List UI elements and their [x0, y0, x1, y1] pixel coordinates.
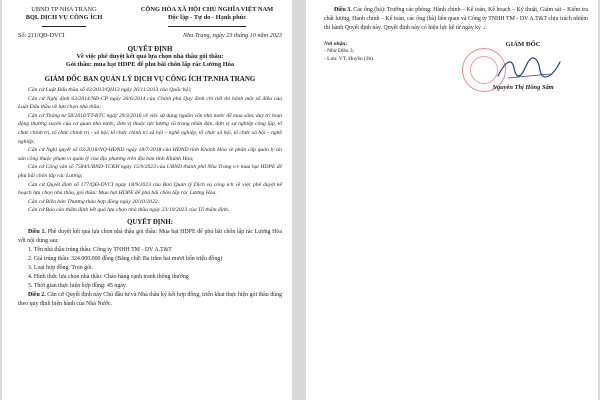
stamp-area [458, 48, 588, 84]
basis-item: Căn cứ Báo cáo thẩm định kết quả lựa chọn nhà thầu ngày 23/10/2023 của Tổ thẩm định. [28, 207, 230, 214]
document-number: Số: 211/QĐ-DVCI [18, 32, 65, 39]
signature-block [458, 41, 588, 91]
motto-underline [168, 26, 246, 27]
place-date: Nha Trang, ngày 23 tháng 10 năm 2023 [182, 32, 282, 39]
recipients-heading: Nơi nhận: [324, 41, 348, 47]
article-3-label: Điều 3. [334, 7, 352, 13]
subject-line-2: Gói thầu: mua hạt HDPE để phủ bãi chôn lấp rác Lương Hòa [65, 61, 235, 68]
basis-item: Căn cứ Biên bản Thương thảo hợp đồng ngày 20/10/2023. [28, 198, 160, 205]
basis-item: Căn cứ Luật Đấu thầu số 43/2013/QH13 ngày 26/11/2013 của Quốc hội; [28, 87, 192, 93]
article-1-item: 5. Thời gian thực hiện hợp đồng: 45 ngày. [28, 282, 127, 289]
handwritten-signature-icon [494, 54, 564, 84]
basis-item: Căn cứ Công văn số 7584/UBND-TCKH ngày 15/9/2023 của UBND thành phố Nha Trang v/v mua hạt HDPE để phủ bãi chôn lấp rác Lương; [18, 164, 282, 179]
document-page-2 [306, 0, 598, 400]
article-1-item: 2. Giá trúng thầu: 324.000.000 đồng (Bằng chữ: Ba trăm hai mươi bốn triệu đồng) [28, 255, 223, 262]
agency-name: BQL DỊCH VỤ CÔNG ÍCH [25, 14, 103, 21]
subject-line-1: Về việc phê duyệt kết quả lựa chọn nhà thầu gói thầu: [76, 53, 224, 60]
document-meta [18, 32, 282, 39]
signer-name: Nguyễn Thị Hồng Sâm [492, 84, 554, 91]
article-1-item: 4. Hình thức lựa chọn nhà thầu: Chào hàng cạnh tranh thông thường [28, 273, 189, 280]
document-subject [18, 53, 282, 69]
article-1 [18, 228, 282, 246]
article-2 [18, 291, 282, 309]
agency-parent: UBND TP NHA TRANG [31, 6, 97, 13]
recipient-item: - Lưu: VT, Huyền (3b). [324, 55, 375, 62]
decision-heading: QUYẾT ĐỊNH: [127, 218, 173, 226]
recipient-item: - Như Điều 3; [324, 48, 355, 55]
article-1-item: 3. Loại hợp đồng: Trọn gói. [28, 264, 94, 271]
basis-item: Căn cứ Thông tư 58/2016/TT-BTC ngày 29/3/2016 về việc sử dụng nguồn vốn nhà nước để mua sắm, duy trì hoạt động thường xuyên của cơ quan nhà nước, đơn vị thuộc lực lượng vũ trang nhân dân, đơn vị sự nghiệp công lập, tổ chức chính trị, tổ chức chính trị - xã hội, tổ chức chính trị xã hội – nghề nghiệp, tổ chức xã hội, tổ chức xã hội – nghề nghiệp; [18, 112, 282, 145]
issuing-authority: GIÁM ĐỐC BAN QUẢN LÝ DỊCH VỤ CÔNG ÍCH TP.NHA TRANG [44, 75, 256, 83]
basis-item: Căn cứ Quyết định số 177/QĐ-DVCI ngày 18/9/2023 của Ban Quản lý Dịch vụ công ích về việc phê duyệt kế hoạch lựa chọn nhà thầu, gói thầu: Mua hạt HDPE để phủ bãi chôn lấp rác Lương Hòa. [18, 181, 282, 197]
document-header [18, 6, 282, 30]
article-3-text: Các ông (bà): Trưởng các phòng: Hành chính – Kế toán, Kế hoạch – Kỹ thuật, Giám sát – Kiểm tra chất lượng, Hành chính – Kế toán, các ông (bà) liên quan và Công ty TNHH TM - DV A.T&T chịu trách nhiệm thi hành Quyết định này. Quyết định này có hiệu lực kể từ ngày ký ./. [324, 7, 588, 31]
article-3 [324, 6, 588, 33]
document-page-1 [2, 0, 292, 400]
article-1-text: Phê duyệt kết quả lựa chọn nhà thầu gói thầu: Mua hạt HDPE để phủ bãi chôn lấp rác Lương Hòa với nội dung sau: [18, 228, 282, 244]
document-footer [324, 41, 588, 91]
article-1-label: Điều 1. [28, 228, 46, 235]
agency-underline [42, 26, 86, 27]
legal-basis [18, 86, 282, 215]
basis-item: Căn cứ Nghị định 63/2014/NĐ-CP ngày 26/6/2014 của Chính phủ Quy định chi tiết thi hành một số điều của Luật Đấu thầu về lựa chọn nhà thầu; [18, 95, 282, 111]
article-2-text: Căn cứ Quyết định này Chủ đầu tư và Nhà thầu ký kết hợp đồng, triển khai thực hiện gói thầu đúng theo quy định hiện hành của Nhà Nước. [18, 291, 282, 307]
basis-item: Căn cứ Nghị quyết số 03/2018/NQ-HĐND ngày 18/7/2018 của HĐND tỉnh Khánh Hòa về phân cấp quản lý tài sản công thuộc phạm vi quản lý của địa phương trên địa bàn tỉnh Khánh Hòa; [18, 147, 282, 162]
signer-role: GIÁM ĐỐC [505, 41, 541, 48]
article-1-item: 1. Tên nhà thầu trúng thầu: Công ty TNHH TM - DV A.T&T [28, 246, 172, 253]
article-2-label: Điều 2. [28, 291, 46, 298]
national-motto: Độc lập - Tự do - Hạnh phúc [167, 14, 247, 21]
document-type: QUYẾT ĐỊNH [127, 45, 173, 53]
recipients [324, 41, 436, 91]
issuing-agency [18, 6, 110, 30]
nation-name: CỘNG HÒA XÃ HỘI CHỦ NGHĨA VIỆT NAM [140, 6, 274, 13]
national-heading [132, 6, 282, 30]
